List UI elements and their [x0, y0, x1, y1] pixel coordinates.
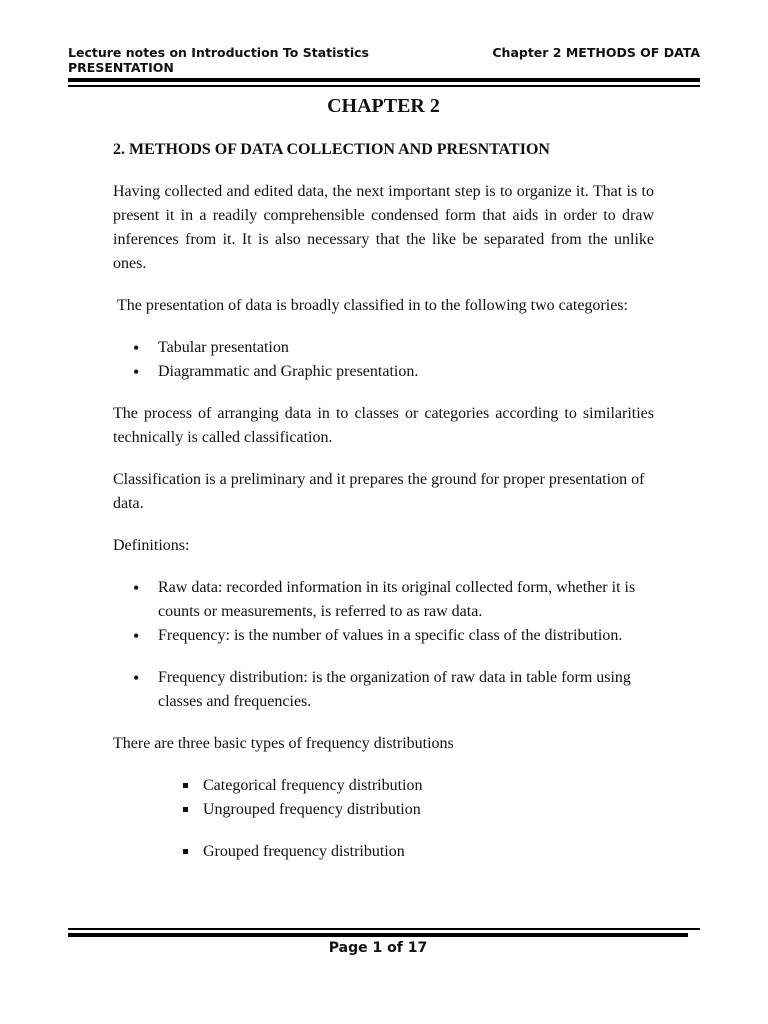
list-item: • Tabular presentation: [113, 336, 654, 360]
chapter-title: CHAPTER 2: [327, 95, 440, 117]
list-item: Categorical frequency distribution: [113, 774, 654, 798]
distribution-types-list: [113, 774, 654, 864]
classification-paragraph: The presentation of data is broadly classified in to the following two categories:: [113, 297, 628, 314]
definitions-label: Definitions:: [113, 537, 190, 554]
list-item: Grouped frequency distribution: [113, 840, 654, 864]
footer-rule-thin: [68, 928, 700, 930]
section-heading: 2. METHODS OF DATA COLLECTION AND PRESNTATION: [113, 141, 550, 158]
page-body: [113, 92, 654, 882]
definitions-list: [113, 576, 654, 714]
list-item: • Frequency distribution: is the organization of raw data in table form using classes and frequencies.: [113, 666, 654, 714]
header-rule-thick: [68, 78, 700, 82]
distribution-types-intro: There are three basic types of frequency distributions: [113, 735, 454, 752]
preliminary-paragraph: Classification is a preliminary and it prepares the ground for proper presentation of data.: [113, 471, 645, 512]
header-course-title: Lecture notes on Introduction To Statistics PRESENTATION: [68, 45, 369, 75]
intro-paragraph: Having collected and edited data, the next important step is to organize it. That is to present it in a readily comprehensible condensed form that aids in order to draw inferences from it. It is also necessary that the like be separated from the unlike ones.: [113, 183, 654, 272]
list-item: • Raw data: recorded information in its original collected form, whether it is counts or measurements, is referred to as raw data.: [113, 576, 654, 624]
list-item: • Diagrammatic and Graphic presentation.: [113, 360, 654, 384]
list-item: Ungrouped frequency distribution: [113, 798, 654, 822]
header-chapter-title: Chapter 2 METHODS OF DATA: [492, 45, 700, 60]
page-number: Page 1 of 17: [328, 940, 428, 956]
footer-rule-thick: [68, 933, 688, 937]
process-paragraph: The process of arranging data in to classes or categories according to similarities technically is called classification.: [113, 405, 654, 446]
list-item: • Frequency: is the number of values in a specific class of the distribution.: [113, 624, 654, 648]
header-rule-thin: [68, 85, 700, 87]
presentation-categories-list: [113, 336, 654, 384]
